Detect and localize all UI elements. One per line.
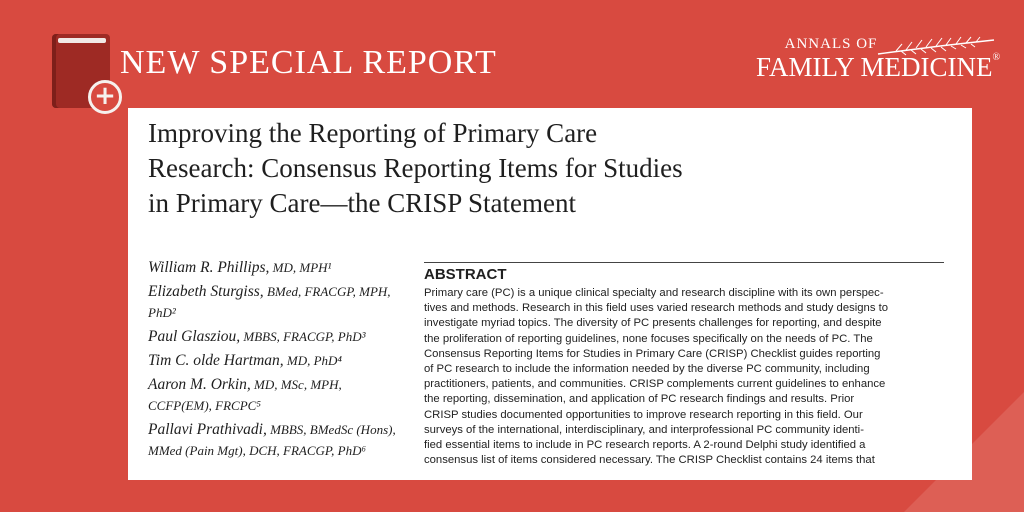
abstract-line: surveys of the international, interdisciplinary, and interprofessional PC community identi- — [424, 423, 864, 436]
logo-main-text: FAMILY MEDICINE® — [756, 52, 1001, 82]
author-item: Paul Glasziou, MBBS, FRACGP, PhD³ — [148, 328, 366, 345]
title-line: in Primary Care—the CRISP Statement — [148, 188, 576, 218]
book-add-icon — [52, 34, 116, 110]
abstract-line: the proliferation of reporting guidelines, none focuses specifically on the needs of PC. The — [424, 332, 873, 345]
abstract-body — [424, 286, 944, 468]
abstract-line: Consensus Reporting Items for Studies in Primary Care (CRISP) Checklist guides reporting — [424, 347, 881, 360]
abstract-line: tives and methods. Research in this field uses varied research methods and study designs to — [424, 302, 889, 315]
abstract-line: investigate myriad topics. The diversity of PC presents challenges for reporting, and despite — [424, 317, 882, 330]
abstract-line: consensus list of items considered necessary. The CRISP Checklist contains 24 items that — [424, 454, 875, 467]
author-item: Elizabeth Sturgiss, BMed, FRACGP, MPH, PhD² — [148, 283, 391, 320]
book-pages-shape — [58, 38, 106, 43]
author-item: Tim C. olde Hartman, MD, PhD⁴ — [148, 352, 342, 369]
author-item: William R. Phillips, MD, MPH¹ — [148, 259, 332, 276]
abstract-line: fied essential items to include in PC research reports. A 2-round Delphi study identified a — [424, 439, 866, 452]
abstract-section — [424, 262, 944, 468]
journal-logo — [756, 36, 1001, 86]
abstract-heading: ABSTRACT — [424, 266, 507, 283]
plus-icon: + — [88, 80, 122, 114]
abstract-line: practitioners, patients, and communities. CRISP complements current guidelines to enhance — [424, 378, 886, 391]
registered-mark: ® — [992, 52, 1001, 63]
abstract-line: CRISP studies documented opportunities to improve research reporting in this field. Our — [424, 408, 863, 421]
abstract-line: Primary care (PC) is a unique clinical specialty and research discipline with its own perspec- — [424, 287, 884, 299]
author-item: Pallavi Prathivadi, MBBS, BMedSc (Hons), MMed (Pain Mgt), DCH, FRACGP, PhD⁶ — [148, 421, 396, 458]
paper-title — [148, 116, 928, 221]
author-item: Aaron M. Orkin, MD, MSc, MPH, CCFP(EM), FRCPC⁵ — [148, 376, 342, 413]
banner-headline: NEW SPECIAL REPORT — [120, 44, 497, 81]
author-list — [148, 258, 408, 465]
logo-top-text: ANNALS OF — [784, 36, 878, 52]
title-line: Research: Consensus Reporting Items for Studies — [148, 153, 683, 183]
abstract-line: of PC research to include the information needed by the diverse PC community, including — [424, 363, 870, 376]
paper-preview — [128, 108, 972, 480]
abstract-line: the reporting, dissemination, and application of PC research findings and results. Prior — [424, 393, 855, 406]
abstract-divider — [424, 262, 944, 263]
title-line: Improving the Reporting of Primary Care — [148, 118, 598, 148]
